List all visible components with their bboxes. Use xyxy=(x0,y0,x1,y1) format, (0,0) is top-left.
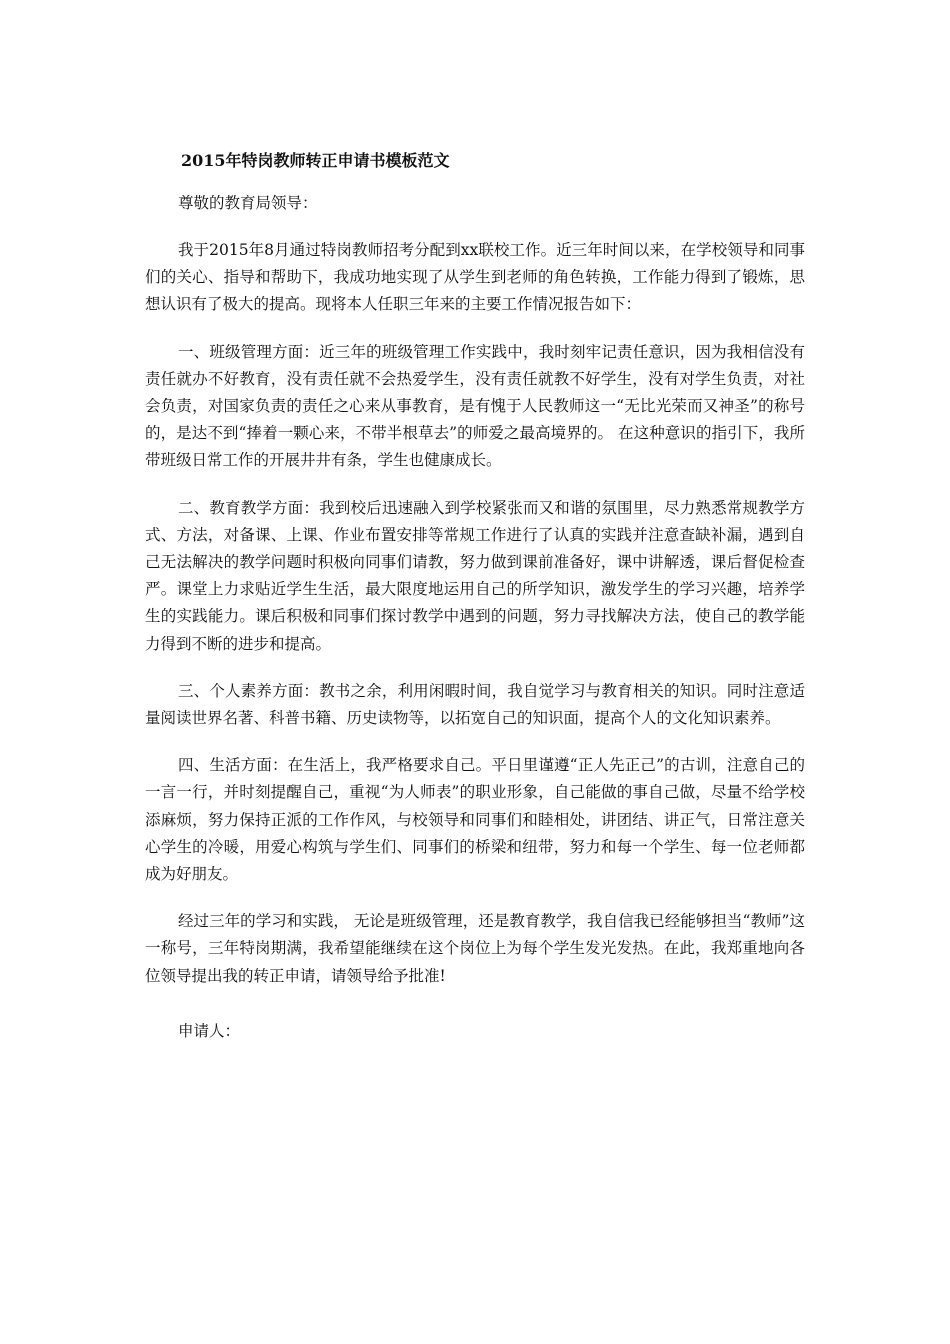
salutation: 尊敬的教育局领导： xyxy=(178,194,318,212)
paragraph-life: 四、生活方面：在生活上，我严格要求自己。平日里谨遵“正人先正己”的古训，注意自己的一言一行，并时刻提醒自己，重视“为人师表”的职业形象，自己能做的事自己做，尽量不给学校添麻烦，努力保持正派的工作作风，与校领导和同事们和睦相处，讲团结、讲正气，日常注意关心学生的冷暖，用爱心构筑与学生们、同事们的桥梁和纽带，努力和每一个学生、每一位老师都成为好朋友。 xyxy=(145,756,805,884)
paragraph-conclusion: 经过三年的学习和实践， 无论是班级管理，还是教育教学，我自信我已经能够担当“教师”这一称号，三年特岗期满，我希望能继续在这个岗位上为每个学生发光发热。在此，我郑重地向各位领导提出我的转正申请，请领导给予批准! xyxy=(145,912,805,985)
paragraph-teaching: 二、教育教学方面：我到校后迅速融入到学校紧张而又和谐的氛围里，尽力熟悉常规教学方式、方法，对备课、上课、作业布置安排等常规工作进行了认真的实践并注意查缺补漏，遇到自己无法解决的教学问题时积极向同事们请教，努力做到课前准备好，课中讲解透，课后督促检查严。课堂上力求贴近学生生活，最大限度地运用自己的所学知识，激发学生的学习兴趣，培养学生的实践能力。课后积极和同事们探讨教学中遇到的问题，努力寻找解决方法，使自己的教学能力得到不断的进步和提高。 xyxy=(145,498,805,653)
paragraph-class-management: 一、班级管理方面：近三年的班级管理工作实践中，我时刻牢记责任意识，因为我相信没有责任就办不好教育，没有责任就不会热爱学生，没有责任就教不好学生，没有对学生负责，对社会负责，对国家负责的责任之心来从事教育，是有愧于人民教师这一“无比光荣而又神圣”的称号的，是达不到“捧着一颗心来，不带半根草去”的师爱之最高境界的。 在这种意识的指引下，我所带班级日常工作的开展井井有条，学生也健康成长。 xyxy=(145,342,805,470)
document-title: 2015年特岗教师转正申请书模板范文 xyxy=(181,151,450,170)
document-body xyxy=(145,148,805,1045)
signature-label: 申请人： xyxy=(178,1021,241,1040)
paragraph-personal-quality: 三、个人素养方面：教书之余，利用闲暇时间，我自觉学习与教育相关的知识。同时注意适量阅读世界名著、科普书籍、历史读物等，以拓宽自己的知识面，提高个人的文化知识素养。 xyxy=(145,681,805,728)
paragraph-intro: 我于2015年8月通过特岗教师招考分配到xx联校工作。近三年时间以来，在学校领导和同事们的关心、指导和帮助下，我成功地实现了从学生到老师的角色转换，工作能力得到了锻炼，思想认识有了极大的提高。现将本人任职三年来的主要工作情况报告如下： xyxy=(145,241,805,314)
